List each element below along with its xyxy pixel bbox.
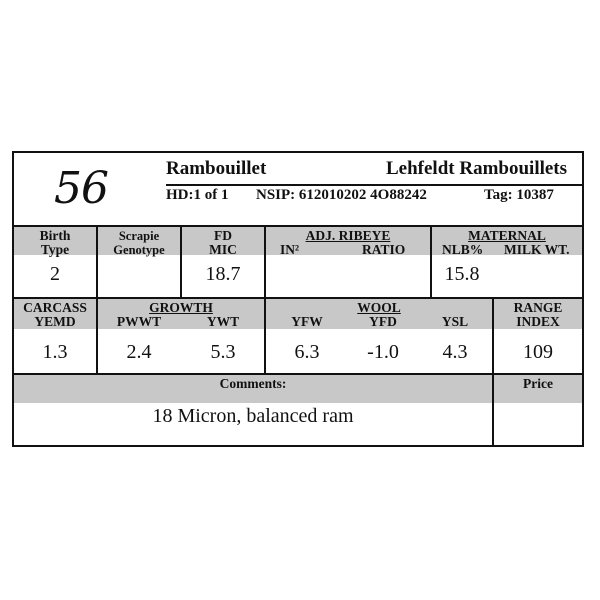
maternal-header: MATERNAL bbox=[468, 228, 546, 243]
nlb-value: 15.8 bbox=[444, 263, 480, 285]
birth-type-header: Birth Type bbox=[39, 228, 71, 257]
yfd-header: YFD bbox=[369, 314, 397, 329]
growth-header: GROWTH bbox=[149, 300, 213, 315]
milk-wt-header: MILK WT. bbox=[504, 242, 570, 257]
lot-number: 56 bbox=[54, 163, 108, 214]
fd-mic-value: 18.7 bbox=[205, 263, 241, 285]
nlb-header: NLB% bbox=[442, 242, 484, 257]
wool-header: WOOL bbox=[357, 300, 401, 315]
tag-number: Tag: 10387 bbox=[484, 187, 554, 203]
yfw-header: YFW bbox=[291, 314, 323, 329]
fd-mic-header: FD MIC bbox=[209, 228, 237, 257]
yfd-value: -1.0 bbox=[367, 341, 399, 363]
range-index-header: RANGE INDEX bbox=[513, 300, 563, 329]
in2-header: IN² bbox=[280, 242, 300, 257]
sale-card bbox=[12, 151, 584, 447]
ratio-header: RATIO bbox=[362, 242, 406, 257]
price-header: Price bbox=[523, 376, 553, 391]
pwwt-header: PWWT bbox=[116, 314, 162, 329]
scrapie-header: Scrapie Genotype bbox=[113, 229, 165, 257]
ysl-value: 4.3 bbox=[442, 341, 468, 363]
consignor: Lehfeldt Rambouillets bbox=[386, 158, 568, 179]
breed: Rambouillet bbox=[166, 158, 267, 179]
comments-header: Comments: bbox=[219, 376, 287, 391]
birth-type-value: 2 bbox=[50, 263, 60, 285]
carcass-header: CARCASS YEMD bbox=[23, 300, 87, 329]
nsip-id: NSIP: 612010202 4O88242 bbox=[256, 187, 427, 203]
carcass-yemd-value: 1.3 bbox=[42, 341, 68, 363]
ywt-value: 5.3 bbox=[210, 341, 236, 363]
title-rule bbox=[166, 184, 582, 186]
comments-value: 18 Micron, balanced ram bbox=[152, 405, 354, 427]
pwwt-value: 2.4 bbox=[126, 341, 152, 363]
ywt-header: YWT bbox=[206, 314, 240, 329]
range-index-value: 109 bbox=[523, 341, 553, 363]
ysl-header: YSL bbox=[441, 314, 469, 329]
adj-ribeye-header: ADJ. RIBEYE bbox=[305, 228, 391, 243]
hd-count: HD:1 of 1 bbox=[166, 187, 229, 203]
yfw-value: 6.3 bbox=[294, 341, 320, 363]
